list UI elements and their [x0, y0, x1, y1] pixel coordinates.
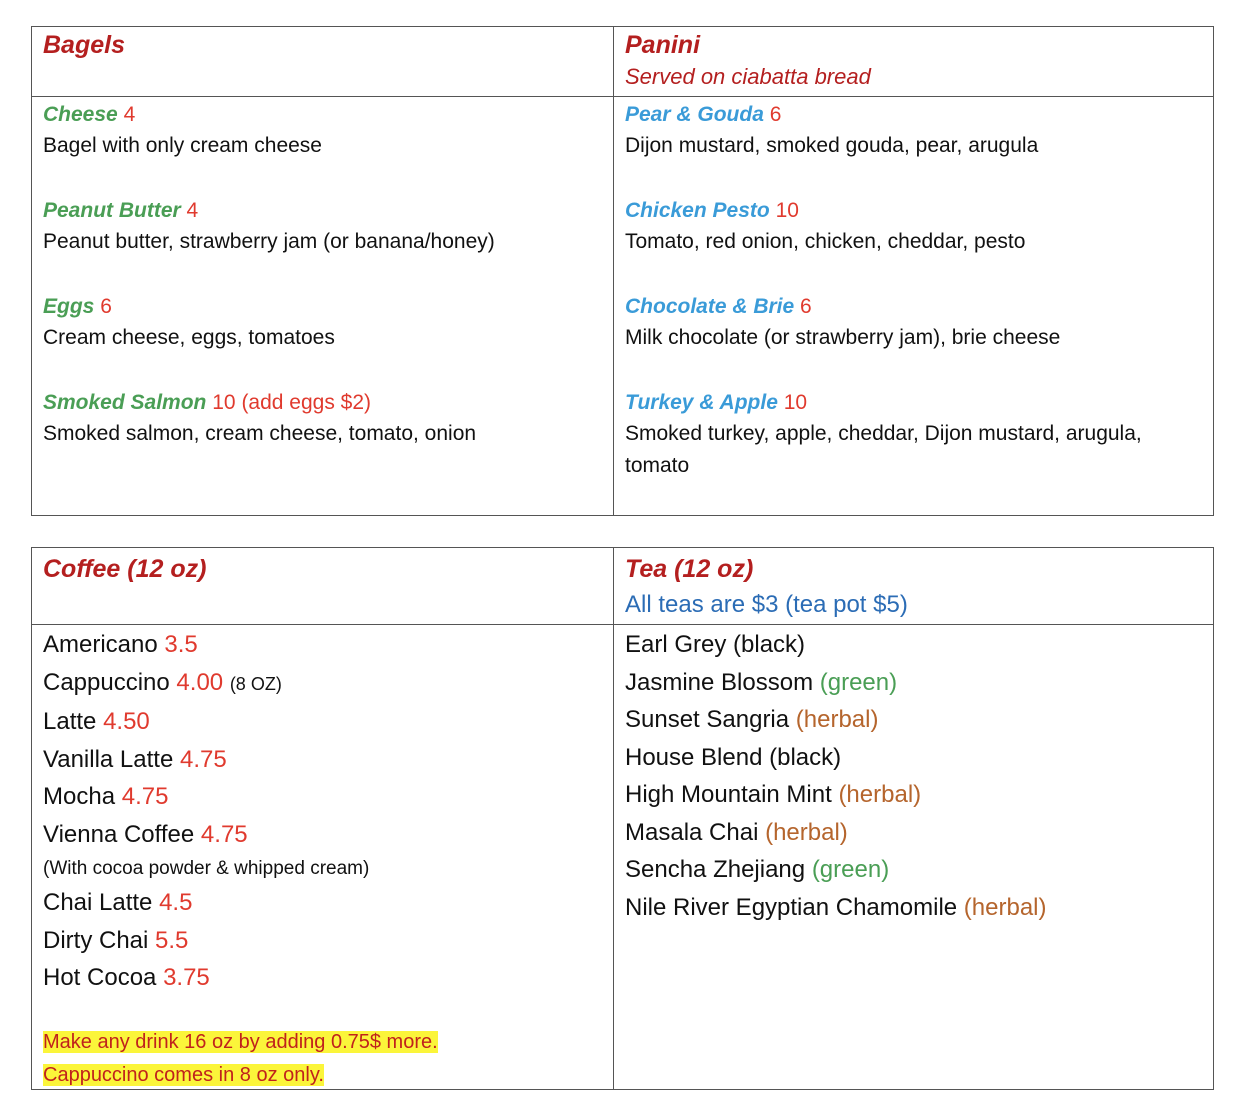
bagel-item-smoked-salmon [43, 387, 608, 450]
panini-header [625, 29, 1205, 93]
tea-kind: (herbal) [838, 781, 922, 808]
tea-name: House Blend [625, 743, 763, 771]
tea-name: Sunset Sangria [625, 706, 790, 733]
tea-header [625, 550, 1205, 622]
coffee-item [43, 884, 608, 922]
coffee-price: 4.75 [121, 783, 169, 810]
panini-desc: Dijon mustard, smoked gouda, pear, arugula [625, 134, 1039, 157]
bagel-name: Cheese [43, 103, 118, 126]
tea-kind: (herbal) [963, 893, 1047, 921]
coffee-name: Dirty Chai [43, 926, 149, 954]
coffee-price: 4.50 [103, 708, 150, 735]
bagel-price: 6 [100, 295, 112, 318]
column-divider [613, 27, 614, 515]
coffee-name: Latte [43, 708, 97, 735]
coffee-price: 3.75 [163, 964, 210, 991]
bagels-header [43, 29, 603, 61]
promo-line: Cappuccino comes in 8 oz only. [43, 1064, 324, 1086]
bagel-item-peanut-butter [43, 195, 608, 258]
tea-item [625, 889, 1205, 927]
coffee-name: Americano [43, 631, 158, 658]
tea-item [625, 626, 1205, 664]
coffee-item [43, 626, 608, 664]
panini-name: Turkey & Apple [625, 391, 778, 414]
bagel-desc: Peanut butter, strawberry jam (or banana/honey) [43, 230, 495, 253]
promo-line: Make any drink 16 oz by adding 0.75$ more. [43, 1031, 438, 1053]
coffee-price: 5.5 [155, 926, 189, 954]
panini-price: 6 [800, 295, 812, 318]
header-divider [32, 624, 1213, 625]
panini-desc: Milk chocolate (or strawberry jam), brie cheese [625, 326, 1061, 349]
panini-title: Panini [625, 31, 701, 59]
coffee-name: Vienna Coffee [43, 820, 195, 848]
panini-item-turkey-apple [625, 387, 1205, 482]
coffee-price: 4.75 [200, 820, 248, 848]
coffee-price: 3.5 [164, 631, 198, 658]
column-divider [613, 548, 614, 1089]
coffee-size-note: (8 OZ) [229, 673, 282, 694]
bagel-name: Smoked Salmon [43, 391, 207, 414]
bagel-desc: Cream cheese, eggs, tomatoes [43, 326, 335, 349]
tea-name: Masala Chai [625, 818, 759, 846]
coffee-item [43, 816, 608, 854]
tea-item [625, 664, 1205, 702]
coffee-item [43, 778, 608, 816]
bagel-price: 10 [212, 391, 236, 414]
bagel-extra: (add eggs $2) [241, 391, 372, 414]
coffee-item [43, 664, 608, 704]
coffee-title: Coffee (12 oz) [43, 555, 207, 583]
bagel-name: Eggs [43, 295, 95, 318]
coffee-name: Vanilla Latte [43, 745, 174, 773]
coffee-name: Mocha [43, 783, 116, 810]
tea-item [625, 851, 1205, 889]
panini-desc: Tomato, red onion, chicken, cheddar, pesto [625, 230, 1026, 253]
bagel-item-eggs [43, 291, 608, 354]
tea-name: Nile River Egyptian Chamomile [625, 893, 958, 921]
panini-item-chicken-pesto [625, 195, 1205, 258]
tea-kind: (black) [733, 631, 806, 658]
tea-item [625, 776, 1205, 814]
food-menu-table [31, 26, 1214, 516]
tea-title: Tea (12 oz) [625, 555, 754, 583]
panini-name: Chocolate & Brie [625, 295, 795, 318]
promo-note [43, 1026, 438, 1092]
coffee-item [43, 959, 608, 997]
tea-list [625, 626, 1205, 926]
header-divider [32, 96, 1213, 97]
coffee-item [43, 703, 608, 741]
tea-kind: (green) [819, 668, 898, 696]
tea-kind: (herbal) [765, 818, 848, 846]
tea-name: Jasmine Blossom [625, 668, 814, 696]
coffee-item-note: (With cocoa powder & whipped cream) [43, 858, 370, 879]
coffee-item [43, 922, 608, 960]
coffee-price: 4.5 [159, 889, 193, 916]
bagels-list [43, 99, 608, 450]
panini-name: Chicken Pesto [625, 199, 770, 222]
panini-price: 10 [783, 391, 808, 414]
panini-subtitle: Served on ciabatta bread [625, 64, 871, 89]
tea-kind: (green) [811, 856, 890, 883]
tea-item [625, 701, 1205, 739]
coffee-name: Cappuccino [43, 668, 170, 696]
tea-price-note: All teas are $3 (tea pot $5) [625, 591, 908, 618]
panini-price: 6 [769, 103, 782, 126]
coffee-item [43, 741, 608, 779]
bagel-price: 4 [186, 199, 199, 222]
panini-name: Pear & Gouda [625, 103, 764, 126]
drinks-menu-table [31, 547, 1214, 1090]
tea-kind: (herbal) [795, 706, 879, 733]
bagel-desc: Bagel with only cream cheese [43, 134, 322, 157]
coffee-name: Hot Cocoa [43, 964, 157, 991]
coffee-header [43, 550, 603, 588]
coffee-list [43, 626, 608, 997]
tea-name: High Mountain Mint [625, 781, 832, 808]
bagels-title: Bagels [43, 31, 125, 59]
tea-name: Earl Grey [625, 631, 727, 658]
coffee-price: 4.00 [176, 668, 224, 696]
tea-item [625, 814, 1205, 852]
bagel-item-cheese [43, 99, 608, 162]
tea-name: Sencha Zhejiang [625, 856, 806, 883]
bagel-price: 4 [123, 103, 136, 126]
tea-item [625, 739, 1205, 777]
panini-desc: Smoked turkey, apple, cheddar, Dijon mustard, arugula, tomato [625, 422, 1142, 477]
panini-list [625, 99, 1205, 482]
panini-price: 10 [775, 199, 799, 222]
coffee-price: 4.75 [179, 745, 227, 773]
panini-item-pear-gouda [625, 99, 1205, 162]
tea-kind: (black) [769, 743, 842, 771]
coffee-name: Chai Latte [43, 889, 153, 916]
bagel-desc: Smoked salmon, cream cheese, tomato, onion [43, 422, 477, 445]
panini-item-chocolate-brie [625, 291, 1205, 354]
bagel-name: Peanut Butter [43, 199, 181, 222]
